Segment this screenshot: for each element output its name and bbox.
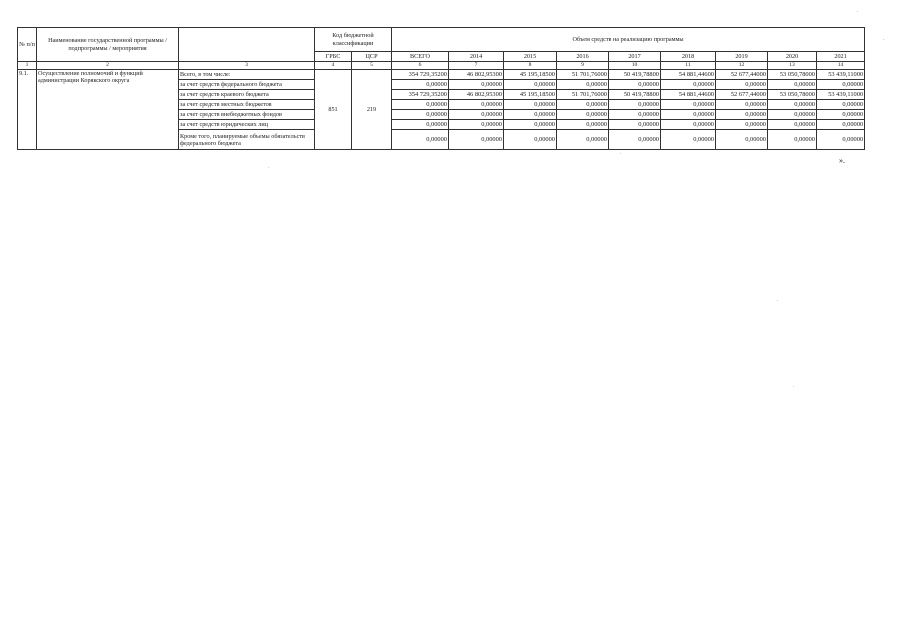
row-number: 9.1. [18, 70, 37, 150]
value-cell: 0,00000 [768, 80, 817, 90]
value-cell: 0,00000 [716, 110, 768, 120]
value-cell: 0,00000 [449, 110, 504, 120]
value-cell: 0,00000 [661, 120, 716, 130]
value-cell: 0,00000 [449, 100, 504, 110]
col-number: 9 [557, 62, 609, 70]
value-cell: 354 729,35200 [392, 90, 449, 100]
value-cell: 0,00000 [609, 80, 661, 90]
value-cell: 0,00000 [817, 120, 865, 130]
col-number: 4 [315, 62, 352, 70]
col-number: 2 [37, 62, 179, 70]
value-cell: 0,00000 [609, 120, 661, 130]
end-quote-mark: ». [839, 156, 845, 165]
year-header: 2021 [817, 52, 865, 62]
budget-code-header: Код бюджетной классификации [315, 28, 392, 52]
col-number: 7 [449, 62, 504, 70]
value-cell: 0,00000 [661, 100, 716, 110]
value-cell: 0,00000 [504, 130, 557, 150]
value-cell: 0,00000 [609, 130, 661, 150]
value-cell: 51 701,76000 [557, 70, 609, 80]
value-cell: 0,00000 [609, 110, 661, 120]
value-cell: 0,00000 [504, 120, 557, 130]
value-cell: 46 802,95300 [449, 90, 504, 100]
source-label: за счет средств юридических лиц [179, 120, 315, 130]
year-header: 2019 [716, 52, 768, 62]
value-cell: 53 439,11000 [817, 70, 865, 80]
value-cell: 0,00000 [449, 120, 504, 130]
value-cell: 53 050,78000 [768, 90, 817, 100]
source-label: за счет средств внебюджетных фондов [179, 110, 315, 120]
budget-table-container [17, 27, 864, 150]
value-cell: 0,00000 [768, 110, 817, 120]
value-cell: 0,00000 [817, 100, 865, 110]
value-cell: 0,00000 [768, 100, 817, 110]
scan-speck: . [777, 297, 779, 303]
value-cell: 0,00000 [609, 100, 661, 110]
value-cell: 0,00000 [392, 80, 449, 90]
col-number: 13 [768, 62, 817, 70]
value-cell: 52 677,44000 [716, 70, 768, 80]
year-header: 2014 [449, 52, 504, 62]
year-header: 2016 [557, 52, 609, 62]
col-number: 5 [352, 62, 392, 70]
row-name: Осуществление полномочий и функций администрации Корякского округа [37, 70, 179, 150]
value-cell: 0,00000 [661, 80, 716, 90]
value-cell: 51 701,76000 [557, 90, 609, 100]
source-label: за счет средств федерального бюджета [179, 80, 315, 90]
scan-speck: . [857, 8, 859, 14]
value-cell: 0,00000 [504, 80, 557, 90]
value-cell: 52 677,44000 [716, 90, 768, 100]
col-number: 8 [504, 62, 557, 70]
volume-header: Объем средств на реализацию программы [392, 28, 865, 52]
value-cell: 0,00000 [557, 80, 609, 90]
value-cell: 0,00000 [768, 130, 817, 150]
num-header: № п/п [18, 28, 37, 62]
budget-table [17, 27, 865, 150]
year-header: 2017 [609, 52, 661, 62]
col-number: 3 [179, 62, 315, 70]
year-header: 2018 [661, 52, 716, 62]
col-number: 1 [18, 62, 37, 70]
name-header: Наименование государственной программы / подпрограммы / мероприятия [37, 28, 179, 62]
value-cell: 0,00000 [504, 110, 557, 120]
value-cell: 0,00000 [392, 100, 449, 110]
value-cell: 0,00000 [817, 80, 865, 90]
value-cell: 0,00000 [661, 110, 716, 120]
value-cell: 0,00000 [557, 110, 609, 120]
grbs-header: ГРБС [315, 52, 352, 62]
value-cell: 54 881,44600 [661, 70, 716, 80]
scan-speck: . [883, 36, 885, 42]
value-cell: 0,00000 [716, 130, 768, 150]
value-cell: 0,00000 [817, 130, 865, 150]
value-cell: 0,00000 [392, 120, 449, 130]
source-header [179, 28, 315, 62]
value-cell: 0,00000 [557, 120, 609, 130]
value-cell: 50 419,78800 [609, 70, 661, 80]
value-cell: 0,00000 [449, 130, 504, 150]
value-cell: 354 729,35200 [392, 70, 449, 80]
tsr-value: 219 [352, 70, 392, 150]
value-cell: 46 802,95300 [449, 70, 504, 80]
value-cell: 0,00000 [661, 130, 716, 150]
grbs-value: 851 [315, 70, 352, 150]
value-cell: 45 195,18500 [504, 90, 557, 100]
value-cell: 45 195,18500 [504, 70, 557, 80]
value-cell: 0,00000 [716, 100, 768, 110]
col-number: 12 [716, 62, 768, 70]
value-cell: 0,00000 [768, 120, 817, 130]
source-label: за счет средств краевого бюджета [179, 90, 315, 100]
year-header: 2020 [768, 52, 817, 62]
scan-speck: . [268, 164, 270, 170]
value-cell: 0,00000 [716, 120, 768, 130]
table-row [18, 70, 865, 80]
scan-speck: . [793, 383, 795, 389]
source-label: Кроме того, планируемые объемы обязательств федерального бюджета [179, 130, 315, 150]
value-cell: 0,00000 [716, 80, 768, 90]
value-cell: 53 439,11000 [817, 90, 865, 100]
source-label: Всего, в том числе: [179, 70, 315, 80]
col-number: 14 [817, 62, 865, 70]
value-cell: 53 050,78000 [768, 70, 817, 80]
value-cell: 0,00000 [557, 100, 609, 110]
value-cell: 0,00000 [817, 110, 865, 120]
total-header: ВСЕГО [392, 52, 449, 62]
value-cell: 54 881,44600 [661, 90, 716, 100]
scan-speck: . [620, 150, 622, 156]
col-number: 10 [609, 62, 661, 70]
col-number: 6 [392, 62, 449, 70]
value-cell: 0,00000 [557, 130, 609, 150]
tsr-header: ЦСР [352, 52, 392, 62]
col-number: 11 [661, 62, 716, 70]
source-label: за счет средств местных бюджетов [179, 100, 315, 110]
value-cell: 0,00000 [449, 80, 504, 90]
value-cell: 0,00000 [504, 100, 557, 110]
year-header: 2015 [504, 52, 557, 62]
value-cell: 0,00000 [392, 110, 449, 120]
value-cell: 0,00000 [392, 130, 449, 150]
value-cell: 50 419,78800 [609, 90, 661, 100]
